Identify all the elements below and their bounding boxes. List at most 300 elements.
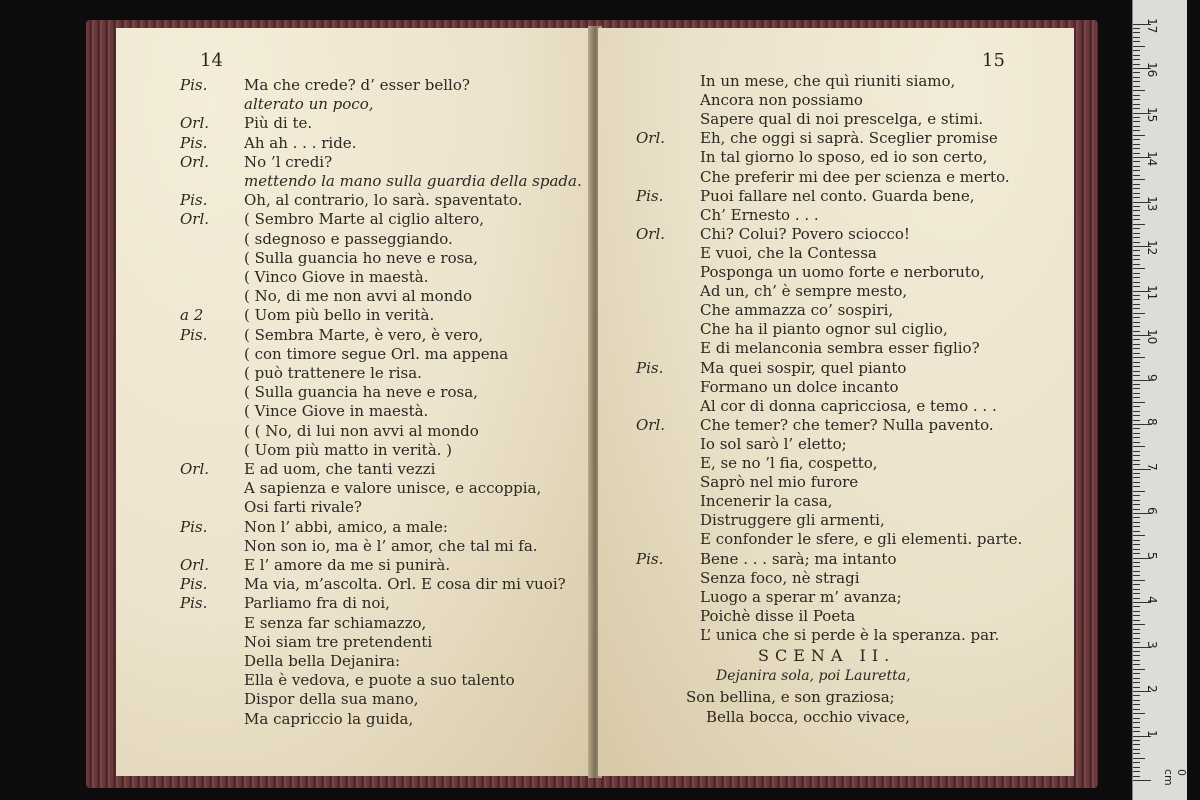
text-line bbox=[636, 206, 819, 224]
ruler-tick bbox=[1133, 731, 1140, 732]
verse-text: Eh, che oggi si saprà. Sceglier promise bbox=[700, 129, 998, 148]
text-line bbox=[180, 690, 419, 708]
text-line bbox=[636, 511, 885, 529]
ruler-tick bbox=[1133, 531, 1140, 532]
ruler-tick bbox=[1133, 651, 1140, 652]
verse-text: Che ha il pianto ognor sul ciglio, bbox=[700, 320, 948, 339]
ruler-tick bbox=[1133, 744, 1140, 745]
ruler-tick bbox=[1133, 339, 1140, 340]
ruler-tick bbox=[1133, 41, 1140, 42]
text-line bbox=[636, 244, 877, 262]
ruler-tick bbox=[1133, 709, 1140, 710]
verse-text: Noi siam tre pretendenti bbox=[244, 632, 433, 651]
ruler-tick bbox=[1133, 682, 1140, 683]
verse-text: Ancora non possiamo bbox=[700, 91, 863, 110]
ruler-tick bbox=[1133, 90, 1145, 91]
ruler-tick bbox=[1133, 242, 1140, 243]
verse-text: ( Vinco Giove in maestà. bbox=[244, 268, 429, 286]
text-line bbox=[180, 671, 515, 689]
ruler-tick bbox=[1133, 366, 1140, 367]
ruler-number: 2 bbox=[1145, 685, 1159, 693]
text-line bbox=[180, 230, 453, 248]
verse-text: Puoi fallare nel conto. Guarda bene, bbox=[700, 186, 975, 205]
speaker-label: Pis. bbox=[180, 76, 208, 94]
text-line bbox=[180, 441, 452, 459]
ruler-number: 14 bbox=[1145, 151, 1159, 167]
ruler-tick bbox=[1133, 482, 1140, 483]
ruler-tick bbox=[1133, 704, 1140, 705]
ruler-tick bbox=[1133, 415, 1140, 416]
ruler-tick bbox=[1133, 771, 1140, 772]
verse-text: In tal giorno lo sposo, ed io son certo, bbox=[700, 148, 988, 167]
verse-text: Ella è vedova, e puote a suo talento bbox=[244, 671, 515, 690]
ruler-tick bbox=[1133, 549, 1140, 550]
left-page-number: 14 bbox=[200, 50, 223, 71]
ruler-tick bbox=[1133, 491, 1145, 492]
verse-text: alterato un poco, bbox=[244, 95, 374, 114]
text-line bbox=[636, 148, 987, 166]
speaker-label: Pis. bbox=[636, 358, 664, 377]
text-line bbox=[180, 652, 400, 670]
verse-text: ( No, di me non avvi al mondo bbox=[244, 287, 472, 306]
speaker-label: Pis. bbox=[180, 594, 208, 613]
ruler-tick bbox=[1133, 553, 1140, 554]
verse-text: Ah ah . . . ride. bbox=[244, 133, 357, 152]
ruler-tick bbox=[1133, 86, 1140, 87]
ruler-tick bbox=[1133, 509, 1140, 510]
text-line bbox=[636, 397, 997, 415]
verse-text: Ad un, ch’ è sempre mesto, bbox=[700, 282, 908, 301]
ruler-number: 4 bbox=[1145, 596, 1159, 604]
ruler-number: 6 bbox=[1145, 507, 1159, 515]
verse-text: Oh, al contrario, lo sarà. spaventato. bbox=[244, 191, 523, 210]
text-line bbox=[180, 76, 470, 94]
verse-text: Che preferir mi dee per scienza e merto. bbox=[700, 167, 1010, 186]
ruler-tick bbox=[1133, 669, 1145, 670]
verse-text: mettendo la mano sulla guardia della spada. bbox=[244, 172, 582, 190]
ruler-tick bbox=[1133, 282, 1140, 283]
ruler-tick bbox=[1133, 344, 1140, 345]
scene-line: Son bellina, e son graziosa; bbox=[686, 688, 895, 706]
ruler-tick bbox=[1133, 664, 1140, 665]
verse-text: Ma capriccio la guida, bbox=[244, 709, 414, 728]
ruler-tick bbox=[1133, 544, 1140, 545]
verse-text: Luogo a sperar m’ avanza; bbox=[700, 587, 902, 606]
ruler-tick bbox=[1133, 99, 1140, 100]
ruler-tick bbox=[1133, 81, 1140, 82]
ruler-tick bbox=[1133, 308, 1140, 309]
ruler-tick bbox=[1133, 153, 1140, 154]
ruler-tick bbox=[1133, 197, 1140, 198]
text-line bbox=[180, 287, 472, 305]
ruler-tick bbox=[1133, 64, 1140, 65]
ruler-tick bbox=[1133, 727, 1140, 728]
text-line bbox=[180, 710, 413, 728]
ruler-tick bbox=[1133, 402, 1145, 403]
ruler-tick bbox=[1133, 486, 1140, 487]
ruler-tick bbox=[1133, 28, 1140, 29]
ruler-tick bbox=[1133, 59, 1140, 60]
ruler-tick bbox=[1133, 566, 1140, 567]
ruler-tick bbox=[1133, 215, 1140, 216]
verse-text: Dispor della sua mano, bbox=[244, 690, 419, 709]
ruler-tick bbox=[1133, 95, 1140, 96]
ruler-tick bbox=[1133, 295, 1140, 296]
ruler-tick bbox=[1133, 170, 1140, 171]
ruler-tick bbox=[1133, 130, 1140, 131]
verse-text: E senza far schiamazzo, bbox=[244, 613, 427, 632]
text-line bbox=[636, 282, 907, 300]
text-line bbox=[180, 614, 426, 632]
ruler-tick bbox=[1133, 255, 1140, 256]
text-line bbox=[180, 518, 448, 536]
ruler-tick bbox=[1133, 259, 1140, 260]
ruler-tick bbox=[1133, 455, 1140, 456]
ruler-tick bbox=[1133, 304, 1140, 305]
ruler-tick bbox=[1133, 228, 1140, 229]
verse-text: Più di te. bbox=[244, 114, 313, 133]
ruler-tick bbox=[1133, 371, 1140, 372]
text-line bbox=[180, 402, 428, 420]
verse-text: Ma quei sospir, quel pianto bbox=[700, 358, 907, 377]
text-line bbox=[180, 134, 356, 152]
ruler-tick bbox=[1133, 219, 1140, 220]
text-line bbox=[636, 626, 999, 644]
text-line bbox=[180, 153, 332, 171]
speaker-label: Pis. bbox=[180, 325, 208, 344]
text-line bbox=[180, 479, 541, 497]
text-line bbox=[636, 530, 1022, 548]
ruler-tick bbox=[1133, 540, 1140, 541]
ruler-tick bbox=[1133, 397, 1140, 398]
ruler-tick bbox=[1133, 620, 1140, 621]
ruler-tick bbox=[1133, 500, 1140, 501]
ruler-tick bbox=[1133, 393, 1140, 394]
ruler-tick bbox=[1133, 388, 1140, 389]
ruler-tick bbox=[1133, 268, 1145, 269]
ruler-tick bbox=[1133, 77, 1140, 78]
ruler-tick bbox=[1133, 210, 1140, 211]
ruler-tick bbox=[1133, 322, 1140, 323]
ruler-tick bbox=[1133, 250, 1140, 251]
verse-text: Posponga un uomo forte e nerboruto, bbox=[700, 263, 985, 281]
text-line bbox=[636, 187, 975, 205]
text-line bbox=[180, 537, 538, 555]
ruler-tick bbox=[1133, 411, 1140, 412]
verse-text: No ’l credi? bbox=[244, 152, 333, 171]
ruler-tick bbox=[1133, 357, 1145, 358]
ruler-tick bbox=[1133, 598, 1140, 599]
verse-text: Io sol sarò l’ eletto; bbox=[700, 434, 847, 453]
ruler-number: 7 bbox=[1145, 462, 1159, 471]
text-line bbox=[636, 550, 896, 568]
left-page bbox=[116, 28, 594, 776]
ruler-tick bbox=[1133, 406, 1140, 407]
ruler-tick bbox=[1133, 753, 1140, 754]
ruler-tick bbox=[1133, 504, 1140, 505]
ruler-tick bbox=[1133, 273, 1140, 274]
text-line bbox=[180, 498, 362, 516]
ruler-number: 12 bbox=[1145, 240, 1159, 256]
ruler-number: 8 bbox=[1145, 418, 1159, 426]
text-line bbox=[180, 422, 479, 440]
measuring-ruler bbox=[1132, 0, 1187, 800]
ruler-tick bbox=[1133, 32, 1140, 33]
verse-text: A sapienza e valore unisce, e accoppia, bbox=[244, 479, 542, 498]
text-line bbox=[180, 594, 390, 612]
ruler-tick bbox=[1133, 326, 1140, 327]
text-line bbox=[180, 172, 582, 190]
ruler-tick bbox=[1133, 144, 1140, 145]
right-page-number: 15 bbox=[982, 50, 1005, 71]
ruler-tick bbox=[1133, 460, 1140, 461]
text-line bbox=[180, 364, 422, 382]
verse-text: ( Sulla guancia ha neve e rosa, bbox=[244, 383, 478, 402]
ruler-tick bbox=[1133, 317, 1140, 318]
text-line bbox=[180, 249, 478, 267]
text-line bbox=[636, 473, 858, 491]
ruler-tick bbox=[1133, 758, 1145, 759]
speaker-label: Orl. bbox=[180, 556, 210, 574]
ruler-tick bbox=[1133, 313, 1145, 314]
ruler-tick bbox=[1133, 375, 1140, 376]
ruler-tick bbox=[1133, 526, 1140, 527]
ruler-tick bbox=[1133, 740, 1140, 741]
ruler-tick bbox=[1133, 477, 1140, 478]
verse-text: Parliamo fra di noi, bbox=[244, 594, 390, 613]
ruler-tick bbox=[1133, 624, 1145, 625]
ruler-tick bbox=[1133, 179, 1145, 180]
speaker-label: Orl. bbox=[636, 224, 666, 243]
ruler-tick bbox=[1133, 264, 1140, 265]
text-line bbox=[636, 301, 893, 319]
verse-text: ( Sembro Marte al ciglio altero, bbox=[244, 210, 485, 229]
verse-text: Ma via, m’ascolta. Orl. E cosa dir mi vuoi? bbox=[244, 575, 566, 594]
text-line bbox=[636, 168, 1010, 186]
ruler-tick bbox=[1133, 673, 1140, 674]
text-line bbox=[180, 633, 432, 651]
text-line bbox=[636, 225, 910, 243]
verse-text: ( Sulla guancia ho neve e rosa, bbox=[244, 248, 479, 267]
ruler-tick bbox=[1133, 660, 1140, 661]
verse-text: E l’ amore da me si punirà. bbox=[244, 556, 451, 574]
ruler-tick bbox=[1133, 442, 1140, 443]
ruler-tick bbox=[1133, 237, 1140, 238]
text-line bbox=[636, 72, 955, 90]
verse-text: Ch’ Ernesto . . . bbox=[700, 205, 819, 224]
ruler-number: 13 bbox=[1145, 195, 1159, 211]
text-line bbox=[636, 129, 998, 147]
ruler-tick bbox=[1133, 473, 1140, 474]
verse-text: ( Sembra Marte, è vero, è vero, bbox=[244, 325, 484, 344]
ruler-tick bbox=[1133, 104, 1140, 105]
verse-text: Della bella Dejanira: bbox=[244, 652, 401, 670]
verse-text: Osi farti rivale? bbox=[244, 498, 362, 517]
speaker-label: Orl. bbox=[180, 210, 210, 229]
ruler-tick bbox=[1133, 522, 1140, 523]
ruler-tick bbox=[1133, 420, 1140, 421]
verse-text: ( può trattenere le risa. bbox=[244, 364, 422, 382]
text-line bbox=[636, 263, 985, 281]
speaker-label: Pis. bbox=[636, 549, 664, 568]
text-line bbox=[180, 575, 566, 593]
ruler-tick bbox=[1133, 575, 1140, 576]
ruler-tick bbox=[1133, 50, 1140, 51]
ruler-tick bbox=[1133, 580, 1145, 581]
ruler-tick bbox=[1133, 446, 1145, 447]
ruler-tick bbox=[1133, 629, 1140, 630]
ruler-tick bbox=[1133, 762, 1140, 763]
ruler-tick bbox=[1133, 233, 1140, 234]
ruler-tick bbox=[1133, 464, 1140, 465]
text-line bbox=[180, 268, 428, 286]
text-line bbox=[636, 339, 980, 357]
verse-text: ( Uom più matto in verità. ) bbox=[244, 440, 453, 459]
ruler-tick bbox=[1133, 633, 1140, 634]
verse-text: Chi? Colui? Povero sciocco! bbox=[700, 224, 910, 243]
ruler-number: 5 bbox=[1145, 551, 1159, 560]
ruler-tick bbox=[1133, 687, 1140, 688]
verse-text: Formano un dolce incanto bbox=[700, 377, 899, 396]
ruler-tick bbox=[1133, 780, 1151, 781]
ruler-tick bbox=[1133, 535, 1145, 536]
speaker-label: Pis. bbox=[180, 191, 208, 210]
text-line bbox=[180, 95, 374, 113]
verse-text: Bene . . . sarà; ma intanto bbox=[700, 549, 897, 568]
ruler-tick bbox=[1133, 148, 1140, 149]
ruler-tick bbox=[1133, 593, 1140, 594]
ruler-tick bbox=[1133, 193, 1140, 194]
speaker-label: Pis. bbox=[636, 186, 664, 205]
text-line bbox=[180, 210, 484, 228]
speaker-label: Pis. bbox=[180, 575, 208, 594]
ruler-tick bbox=[1133, 161, 1140, 162]
text-line bbox=[636, 359, 906, 377]
ruler-tick bbox=[1133, 776, 1140, 777]
verse-text: ( Uom più bello in verità. bbox=[244, 306, 435, 325]
ruler-tick bbox=[1133, 517, 1140, 518]
ruler-tick bbox=[1133, 749, 1140, 750]
verse-text: E confonder le sfere, e gli elementi. parte. bbox=[700, 530, 1023, 549]
verse-text: Saprò nel mio furore bbox=[700, 473, 859, 492]
speaker-label: Orl. bbox=[180, 460, 210, 478]
ruler-number: 17 bbox=[1145, 17, 1159, 33]
speaker-label: a 2 bbox=[180, 306, 204, 325]
text-line bbox=[180, 306, 434, 324]
ruler-tick bbox=[1133, 589, 1140, 590]
ruler-tick bbox=[1133, 437, 1140, 438]
verse-text: E ad uom, che tanti vezzi bbox=[244, 460, 436, 478]
text-line bbox=[636, 378, 899, 396]
text-line bbox=[636, 569, 860, 587]
ruler-tick bbox=[1133, 117, 1140, 118]
text-line bbox=[636, 492, 833, 510]
ruler-tick bbox=[1133, 571, 1140, 572]
text-line bbox=[180, 114, 312, 132]
ruler-tick bbox=[1133, 433, 1140, 434]
ruler-tick bbox=[1133, 362, 1140, 363]
ruler-tick bbox=[1133, 108, 1140, 109]
ruler-tick bbox=[1133, 606, 1140, 607]
ruler-tick bbox=[1133, 615, 1140, 616]
text-line bbox=[636, 416, 994, 434]
ruler-tick bbox=[1133, 584, 1140, 585]
ruler-tick bbox=[1133, 353, 1140, 354]
text-line bbox=[180, 326, 483, 344]
text-line bbox=[636, 320, 948, 338]
ruler-tick bbox=[1133, 299, 1140, 300]
ruler-tick bbox=[1133, 224, 1145, 225]
text-line bbox=[636, 588, 902, 606]
text-line bbox=[636, 110, 983, 128]
verse-text: Senza foco, nè stragi bbox=[700, 568, 860, 587]
verse-text: In un mese, che quì riuniti siamo, bbox=[700, 72, 956, 90]
ruler-tick bbox=[1133, 700, 1140, 701]
speaker-label: Orl. bbox=[636, 415, 666, 434]
text-line bbox=[180, 345, 508, 363]
verse-text: Che temer? che temer? Nulla pavento. bbox=[700, 415, 994, 434]
ruler-tick bbox=[1133, 642, 1140, 643]
text-line bbox=[180, 383, 478, 401]
ruler-tick bbox=[1133, 695, 1140, 696]
verse-text: E, se no ’l fia, cospetto, bbox=[700, 454, 878, 472]
scene-subtitle: Dejanira sola, poi Lauretta, bbox=[716, 668, 911, 684]
ruler-tick bbox=[1133, 331, 1140, 332]
ruler-tick bbox=[1133, 166, 1140, 167]
ruler-tick bbox=[1133, 495, 1140, 496]
verse-text: E di melanconia sembra esser figlio? bbox=[700, 339, 980, 358]
ruler-tick bbox=[1133, 428, 1140, 429]
verse-text: ( ( No, di lui non avvi al mondo bbox=[244, 421, 479, 440]
speaker-label: Orl. bbox=[180, 152, 210, 171]
speaker-label: Pis. bbox=[180, 517, 208, 536]
speaker-label: Pis. bbox=[180, 133, 208, 152]
ruler-tick bbox=[1133, 46, 1145, 47]
ruler-number: 11 bbox=[1145, 284, 1159, 300]
ruler-tick bbox=[1133, 277, 1140, 278]
verse-text: ( con timore segue Orl. ma appena bbox=[244, 344, 509, 363]
ruler-tick bbox=[1133, 718, 1140, 719]
verse-text: ( sdegnoso e passeggiando. bbox=[244, 229, 453, 248]
verse-text: Incenerir la casa, bbox=[700, 492, 833, 511]
verse-text: Non son io, ma è l’ amor, che tal mi fa. bbox=[244, 536, 538, 555]
verse-text: Distruggere gli armenti, bbox=[700, 511, 885, 530]
ruler-tick bbox=[1133, 655, 1140, 656]
scene-title: SCENA II. bbox=[758, 646, 896, 665]
verse-text: ( Vince Giove in maestà. bbox=[244, 402, 429, 421]
text-line bbox=[636, 607, 855, 625]
speaker-label: Orl. bbox=[180, 114, 210, 133]
text-line bbox=[180, 460, 435, 478]
text-line bbox=[180, 556, 450, 574]
ruler-number: 15 bbox=[1145, 106, 1159, 122]
ruler-tick bbox=[1133, 37, 1140, 38]
ruler-tick bbox=[1133, 135, 1145, 136]
ruler-tick bbox=[1133, 175, 1140, 176]
right-page bbox=[598, 28, 1074, 776]
verse-text: Non l’ abbi, amico, a male: bbox=[244, 517, 448, 536]
ruler-tick bbox=[1133, 72, 1140, 73]
verse-text: Ma che crede? d’ esser bello? bbox=[244, 76, 470, 94]
ruler-tick bbox=[1133, 562, 1140, 563]
ruler-tick bbox=[1133, 184, 1140, 185]
ruler-tick bbox=[1133, 611, 1140, 612]
ruler-tick bbox=[1133, 678, 1140, 679]
ruler-number: 1 bbox=[1145, 729, 1159, 738]
ruler-tick bbox=[1133, 286, 1140, 287]
ruler-tick bbox=[1133, 384, 1140, 385]
ruler-unit-label: 0 cm bbox=[1162, 769, 1188, 786]
